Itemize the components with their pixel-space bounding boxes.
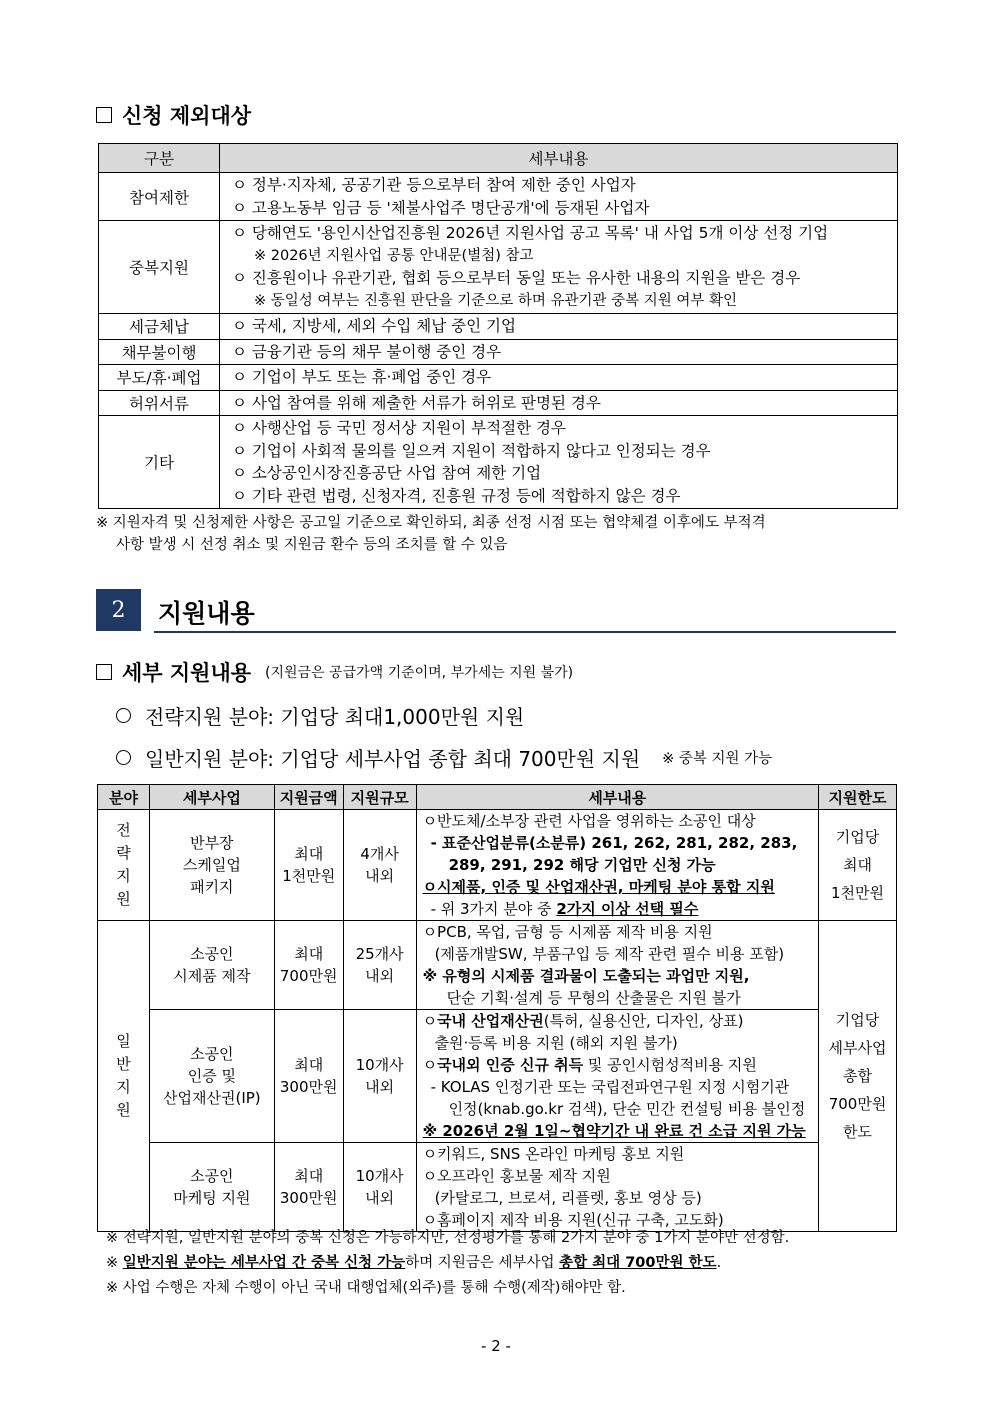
- circle-bullet-icon: [116, 708, 131, 723]
- project-line: 소공인: [190, 1167, 234, 1185]
- detail-line: ㅇ 국세, 지방세, 세외 수입 체납 중인 기업: [232, 317, 516, 335]
- amount-line: 300만원: [279, 1189, 338, 1207]
- limit-line: 700만원: [828, 1095, 887, 1113]
- circle-bullet-icon: [116, 750, 131, 765]
- detail-line: [423, 898, 814, 920]
- table-row: [99, 221, 898, 314]
- project-line: 소공인: [190, 1045, 234, 1063]
- limit-cell: [819, 921, 897, 1232]
- row-details: [220, 173, 898, 221]
- amount-cell: [274, 810, 343, 921]
- field-vertical-text: [99, 819, 148, 911]
- row-label: 참여제한: [99, 173, 220, 221]
- detail-bullet: ㅇ: [422, 1056, 438, 1074]
- row-details: [220, 314, 898, 340]
- detail-line: (카탈로그, 브로셔, 리플렛, 홍보 영상 등): [434, 1189, 702, 1207]
- row-label: 허위서류: [99, 390, 220, 416]
- limit-cell: [819, 810, 897, 921]
- detail-text: 및 공인시험성적비용 지원: [583, 1056, 757, 1074]
- checkbox-square-icon: [96, 664, 112, 680]
- table-row: [99, 173, 898, 221]
- scale-cell: [343, 921, 416, 1010]
- detail-note: ※ 동일성 여부는 진흥원 판단을 기준으로 하며 유관기관 중복 지원 여부 확인: [254, 292, 738, 309]
- detail-line: ※ 유형의 시제품 결과물이 도출되는 과업만 지원,: [422, 967, 750, 985]
- table-row-marketing: [98, 1143, 897, 1232]
- detail-line: ㅇPCB, 목업, 금형 등 시제품 제작 비용 지원: [422, 923, 713, 941]
- bullet-note: ※ 중복 지원 가능: [662, 751, 773, 767]
- field-char: 원: [116, 890, 131, 908]
- project-line: 산업재산권(IP): [163, 1089, 261, 1107]
- footnote-2: [106, 1251, 721, 1272]
- bullet-strategic: [116, 701, 524, 730]
- project-cell: [149, 921, 274, 1010]
- field-char: 지: [116, 867, 131, 885]
- scale-line: 내외: [365, 1189, 395, 1207]
- scale-line: 내외: [365, 967, 395, 985]
- detail-text: - 위 3가지 분야 중: [430, 900, 557, 918]
- amount-line: 300만원: [279, 1078, 338, 1096]
- detail-line: ㅇ 소상공인시장진흥공단 사업 참여 제한 기업: [232, 464, 542, 482]
- row-details: [220, 416, 898, 509]
- scale-line: 10개사: [355, 1167, 404, 1185]
- detail-line: ㅇ 정부·지자체, 공공기관 등으로부터 참여 제한 중인 사업자: [232, 176, 636, 194]
- detail-note: ※ 2026년 지원사업 공통 안내문(별첨) 참고: [254, 247, 534, 264]
- detail-line: 인정(knab.go.kr 검색), 단순 민간 컨설팅 비용 불인정: [448, 1100, 806, 1118]
- amount-line: 1천만원: [282, 867, 336, 885]
- limit-line: 세부사업: [828, 1039, 887, 1057]
- detail-line: ㅇ 고용노동부 임금 등 '체불사업주 명단공개'에 등재된 사업자: [232, 198, 650, 217]
- project-line: 스케일업: [182, 856, 241, 874]
- bullet-general: [116, 743, 772, 772]
- detail-line: - KOLAS 인정기관 또는 국립전파연구원 지정 시험기관: [430, 1078, 790, 1096]
- limit-line: 총합: [843, 1067, 873, 1085]
- subsection-title: [96, 657, 573, 687]
- table-header-row: [98, 785, 897, 810]
- scale-line: 10개사: [355, 1056, 404, 1074]
- detail-line: ㅇ 진흥원이나 유관기관, 협회 등으로부터 동일 또는 유사한 내용의 지원을 받은 경우: [232, 269, 801, 287]
- amount-line: 최대: [294, 1056, 324, 1074]
- scale-cell: [343, 1143, 416, 1232]
- limit-line: 기업당: [835, 828, 880, 846]
- header-project: 세부사업: [149, 785, 274, 810]
- field-char: 원: [116, 1101, 131, 1119]
- project-line: 마케팅 지원: [173, 1189, 251, 1207]
- project-line: 패키지: [190, 878, 234, 896]
- limit-line: 1천만원: [831, 884, 885, 902]
- field-char: 략: [116, 844, 131, 862]
- bullet-text: 일반지원 분야: 기업당 세부사업 종합 최대 700만원 지원: [145, 747, 641, 771]
- table-row: [99, 390, 898, 416]
- field-char: 지: [116, 1078, 131, 1096]
- details-cell: [416, 1143, 818, 1232]
- detail-line: ※ 2026년 2월 1일~협약기간 내 완료 건 소급 지원 가능: [422, 1122, 806, 1140]
- table-row-strategic: [98, 810, 897, 921]
- detail-line: [423, 1054, 814, 1076]
- detail-emphasis: 2가지 이상 선택 필수: [556, 900, 699, 918]
- limit-line: 최대: [843, 856, 873, 874]
- field-vertical-text: [99, 1030, 148, 1122]
- amount-line: 최대: [294, 1167, 324, 1185]
- scale-cell: [343, 810, 416, 921]
- detail-line: 단순 기획·설계 등 무형의 산출물은 지원 불가: [446, 989, 741, 1007]
- exclusion-note-line1: ※ 지원자격 및 신청제한 사항은 공고일 기준으로 확인하되, 최종 선정 시점 또는 협약체결 이후에도 부적격: [96, 515, 766, 531]
- table-header-row: [99, 144, 898, 173]
- field-general: [98, 921, 150, 1232]
- detail-emphasis: 국내외 인증 신규 취득: [437, 1056, 584, 1074]
- header-amount: 지원금액: [274, 785, 343, 810]
- amount-cell: [274, 1010, 343, 1143]
- detail-line: ㅇ 기업이 부도 또는 휴·폐업 중인 경우: [232, 368, 492, 386]
- detail-bullet: ㅇ: [422, 1012, 438, 1030]
- scale-line: 25개사: [355, 945, 404, 963]
- detail-line: 출원·등록 비용 지원 (해외 지원 불가): [434, 1034, 678, 1052]
- detail-line: [423, 1010, 814, 1032]
- project-cell: [149, 1010, 274, 1143]
- field-char: 반: [116, 1055, 131, 1073]
- detail-line: ㅇ오프라인 홍보물 제작 지원: [422, 1167, 611, 1185]
- detail-line: ㅇ 기업이 사회적 물의를 일으켜 지원이 적합하지 않다고 인정되는 경우: [232, 441, 711, 460]
- amount-cell: [274, 1143, 343, 1232]
- support-table: [97, 784, 897, 1232]
- detail-line: ㅇ 사업 참여를 위해 제출한 서류가 허위로 판명된 경우: [232, 393, 601, 412]
- page-number: - 2 -: [481, 1337, 511, 1355]
- row-label: 중복지원: [99, 221, 220, 314]
- detail-line: (제품개발SW, 부품구입 등 제작 관련 필수 비용 포함): [434, 945, 785, 963]
- detail-line: ㅇ 사행산업 등 국민 정서상 지원이 부적절한 경우: [232, 419, 566, 437]
- details-cell: [416, 1010, 818, 1143]
- table-row: [99, 365, 898, 391]
- row-label: 채무불이행: [99, 339, 220, 365]
- detail-line: ㅇ 금융기관 등의 채무 불이행 중인 경우: [232, 342, 502, 361]
- footnote-emphasis: 총합 최대 700만원 한도: [559, 1255, 717, 1271]
- section-title-text: 신청 제외대상: [122, 104, 252, 128]
- detail-text: 289, 291, 292 해당 기업만 신청 가능: [448, 856, 716, 874]
- exclusion-note-line2: 사항 발생 시 선정 취소 및 지원금 환수 등의 조치를 할 수 있음: [116, 537, 508, 553]
- footnote-text: .: [716, 1255, 722, 1271]
- detail-line: ㅇ키워드, SNS 온라인 마케팅 홍보 지원: [422, 1145, 685, 1163]
- limit-line: 기업당: [835, 1011, 880, 1029]
- detail-line: ㅇ홈페이지 제작 비용 지원(신규 구축, 고도화): [422, 1211, 724, 1229]
- details-cell: [416, 810, 818, 921]
- section-number-badge: 2: [96, 589, 141, 631]
- exclusion-table: [98, 143, 898, 509]
- field-strategic: [98, 810, 150, 921]
- table-row-prototype: [98, 921, 897, 1010]
- detail-line: ㅇ 당해연도 '용인시산업진흥원 2026년 지원사업 공고 목록' 내 사업 5개 이상 선정 기업: [232, 224, 829, 242]
- footnote-mark: ※: [106, 1255, 123, 1271]
- header-limit: 지원한도: [819, 785, 897, 810]
- footnote-emphasis: 일반지원 분야는 세부사업 간 중복 신청 가능: [122, 1255, 406, 1271]
- checkbox-square-icon: [96, 107, 112, 123]
- table-row: [99, 314, 898, 340]
- section-heading: 지원내용: [158, 599, 255, 628]
- footnote-3: ※ 사업 수행은 자체 수행이 아닌 국내 대행업체(외주)를 통해 수행(제작)해야만 함.: [106, 1280, 626, 1296]
- header-details: 세부내용: [220, 144, 898, 173]
- row-details: [220, 390, 898, 416]
- section-title-exclusions: [96, 100, 251, 130]
- amount-cell: [274, 921, 343, 1010]
- scale-line: 내외: [365, 867, 395, 885]
- header-field: 분야: [98, 785, 150, 810]
- details-cell: [416, 921, 818, 1010]
- scale-cell: [343, 1010, 416, 1143]
- project-line: 시제품 제작: [173, 967, 251, 985]
- detail-emphasis: 국내 산업재산권: [437, 1012, 544, 1030]
- limit-line: 한도: [843, 1123, 873, 1141]
- project-cell: [149, 1143, 274, 1232]
- footnote-text: 하며 지원금은 세부사업: [405, 1255, 560, 1271]
- project-line: 인증 및: [187, 1067, 236, 1085]
- row-details: [220, 339, 898, 365]
- project-line: 소공인: [190, 945, 234, 963]
- detail-line: ㅇ시제품, 인증 및 산업재산권, 마케팅 분야 통합 지원: [422, 878, 775, 896]
- row-details: [220, 221, 898, 314]
- header-details: 세부내용: [416, 785, 818, 810]
- project-cell: [149, 810, 274, 921]
- amount-line: 최대: [294, 945, 324, 963]
- subsection-title-text: 세부 지원내용: [122, 661, 252, 685]
- row-label: 세금체납: [99, 314, 220, 340]
- scale-line: 4개사: [360, 845, 399, 863]
- amount-line: 최대: [294, 845, 324, 863]
- detail-line: [423, 854, 814, 876]
- header-category: 구분: [99, 144, 220, 173]
- detail-line: ㅇ반도체/소부장 관련 사업을 영위하는 소공인 대상: [422, 812, 756, 830]
- detail-text: (특허, 실용신안, 디자인, 상표): [543, 1012, 744, 1030]
- footnote-1: ※ 전략지원, 일반지원 분야의 중복 신청은 가능하지만, 선정평가를 통해 2가지 분야 중 1가지 분야만 선정함.: [106, 1230, 790, 1246]
- header-scale: 지원규모: [343, 785, 416, 810]
- field-char: 일: [116, 1032, 131, 1050]
- table-row-certification: [98, 1010, 897, 1143]
- bullet-text: 전략지원 분야: 기업당 최대1,000만원 지원: [145, 705, 525, 729]
- table-row: [99, 416, 898, 509]
- scale-line: 내외: [365, 1078, 395, 1096]
- section-underline: [154, 631, 896, 633]
- field-char: 전: [116, 821, 131, 839]
- table-row: [99, 339, 898, 365]
- subsection-note: (지원금은 공급가액 기준이며, 부가세는 지원 불가): [265, 665, 574, 681]
- row-details: [220, 365, 898, 391]
- row-label: 기타: [99, 416, 220, 509]
- row-label: 부도/휴·폐업: [99, 365, 220, 391]
- amount-line: 700만원: [279, 967, 338, 985]
- detail-line: - 표준산업분류(소분류) 261, 262, 281, 282, 283,: [430, 834, 798, 852]
- project-line: 반부장: [190, 834, 234, 852]
- detail-line: ㅇ 기타 관련 법령, 신청자격, 진흥원 규정 등에 적합하지 않은 경우: [232, 486, 681, 505]
